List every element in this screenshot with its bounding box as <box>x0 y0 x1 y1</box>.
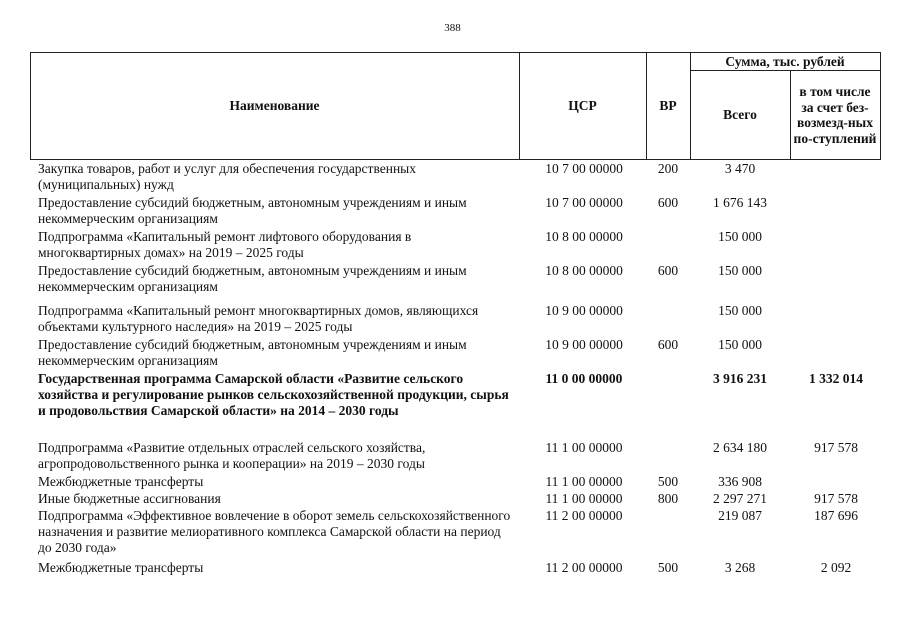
row-vr: 500 <box>657 560 679 575</box>
row-total: 150 000 <box>718 229 762 244</box>
row-free: 917 578 <box>814 440 858 455</box>
header-csr: ЦСР <box>568 98 597 114</box>
row-total: 150 000 <box>718 263 762 278</box>
row-name: Межбюджетные трансферты <box>38 560 204 575</box>
row-name: Подпрограмма «Эффективное вовлечение в оборот земель сельскохозяйственного назначения и развитие мелиоративного комплекса Самарской области на период до 2030 года» <box>38 508 511 555</box>
row-csr: 11 1 00 00000 <box>545 440 623 455</box>
row-total: 3 268 <box>724 560 756 575</box>
row-name: Иные бюджетные ассигнования <box>38 491 221 506</box>
header-free: в том числе за счет без-возмезд-ных по-ступлений <box>793 84 877 146</box>
table-header <box>30 52 881 160</box>
header-total: Всего <box>723 107 757 123</box>
row-free: 2 092 <box>820 560 852 575</box>
row-total: 150 000 <box>718 303 762 318</box>
row-csr: 10 8 00 00000 <box>545 229 623 244</box>
row-total: 219 087 <box>718 508 762 523</box>
row-total: 2 634 180 <box>713 440 767 455</box>
row-vr: 600 <box>657 263 679 278</box>
row-csr: 11 1 00 00000 <box>545 474 623 489</box>
row-csr: 10 9 00 00000 <box>545 303 623 318</box>
row-csr: 10 8 00 00000 <box>545 263 623 278</box>
row-vr: 800 <box>657 491 679 506</box>
row-free: 187 696 <box>814 508 858 523</box>
row-free: 1 332 014 <box>809 371 863 386</box>
row-csr: 11 2 00 00000 <box>545 508 623 523</box>
row-total: 150 000 <box>718 337 762 352</box>
row-name: Предоставление субсидий бюджетным, автономным учреждениям и иным некоммерческим организациям <box>38 263 467 294</box>
row-vr: 600 <box>657 195 679 210</box>
row-total: 1 676 143 <box>713 195 767 210</box>
row-name: Межбюджетные трансферты <box>38 474 204 489</box>
row-csr: 10 7 00 00000 <box>545 195 623 210</box>
page-number: 388 <box>444 22 461 34</box>
row-csr: 11 2 00 00000 <box>545 560 623 575</box>
row-name: Предоставление субсидий бюджетным, автономным учреждениям и иным некоммерческим организациям <box>38 195 467 226</box>
row-name: Закупка товаров, работ и услуг для обеспечения государственных (муниципальных) нужд <box>38 161 417 192</box>
header-name: Наименование <box>229 98 320 114</box>
row-total: 2 297 271 <box>713 491 767 506</box>
row-name: Подпрограмма «Капитальный ремонт многоквартирных домов, являющихся объектами культурного наследия» на 2019 – 2025 годы <box>38 303 479 334</box>
header-vr: ВР <box>659 98 677 114</box>
row-free: 917 578 <box>814 491 858 506</box>
row-name: Подпрограмма «Капитальный ремонт лифтового оборудования в многоквартирных домах» на 2019 – 2025 годы <box>38 229 412 260</box>
row-vr: 200 <box>657 161 679 176</box>
row-name: Подпрограмма «Развитие отдельных отраслей сельского хозяйства, агропродовольственного рынка и кооперации» на 2019 – 2030 годы <box>38 440 426 471</box>
row-csr: 11 1 00 00000 <box>545 491 623 506</box>
row-vr: 600 <box>657 337 679 352</box>
row-csr: 10 9 00 00000 <box>545 337 623 352</box>
row-csr: 11 0 00 00000 <box>545 371 623 386</box>
row-name: Предоставление субсидий бюджетным, автономным учреждениям и иным некоммерческим организациям <box>38 337 467 368</box>
row-vr: 500 <box>657 474 679 489</box>
row-name: Государственная программа Самарской области «Развитие сельского хозяйства и регулирование рынков сельскохозяйственной продукции, сырья и продовольствия Самарской области» на 2014 – 2030 годы <box>38 371 509 418</box>
row-total: 3 916 231 <box>713 371 767 386</box>
row-csr: 10 7 00 00000 <box>545 161 623 176</box>
header-sum: Сумма, тыс. рублей <box>725 54 845 70</box>
row-total: 3 470 <box>724 161 756 176</box>
row-total: 336 908 <box>718 474 762 489</box>
